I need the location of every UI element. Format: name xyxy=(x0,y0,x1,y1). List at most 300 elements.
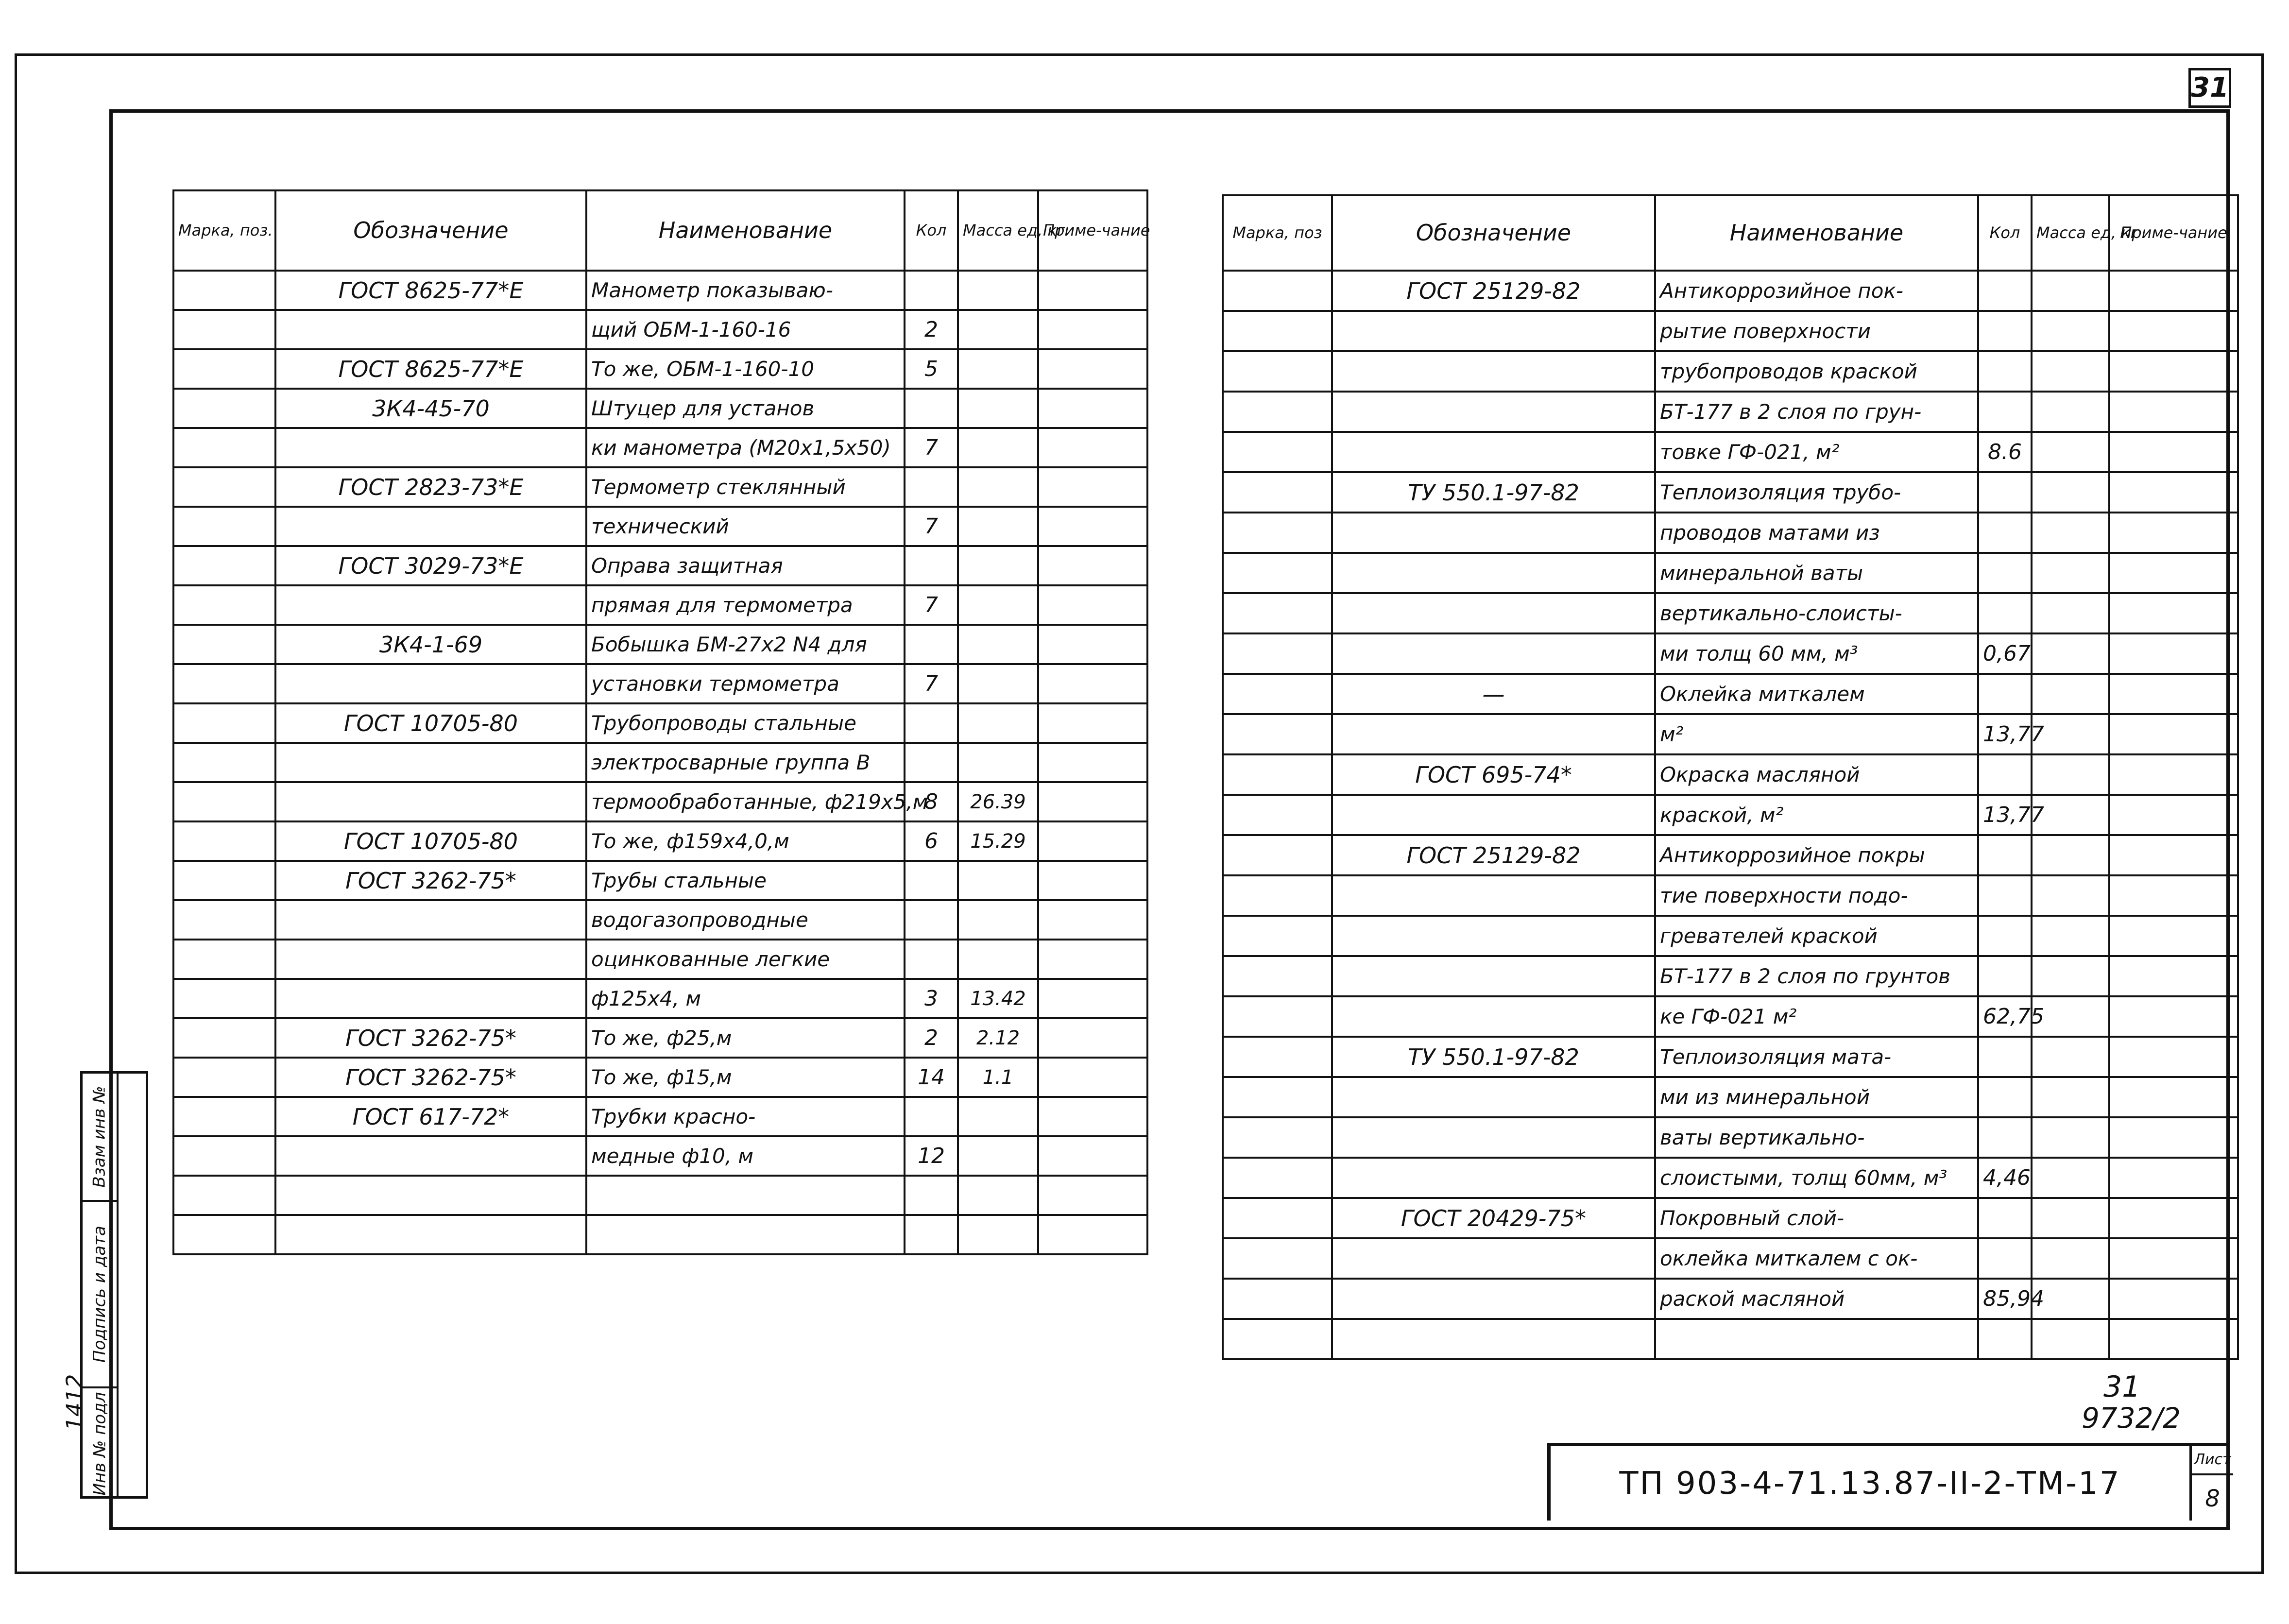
cell-mark xyxy=(173,310,275,349)
cell-name: Оклейка миткалем xyxy=(1655,674,1978,714)
cell-oboz xyxy=(1332,795,1655,835)
cell-name: ми толщ 60 мм, м³ xyxy=(1655,633,1978,674)
table-row xyxy=(1223,1037,2238,1077)
table-row xyxy=(173,1058,1147,1097)
cell-oboz xyxy=(1332,311,1655,351)
col-header-mark: Марка, поз xyxy=(1223,195,1332,271)
cell-mark xyxy=(1223,1077,1332,1117)
cell-name: м² xyxy=(1655,714,1978,754)
table-row xyxy=(1223,875,2238,916)
cell-oboz xyxy=(1332,996,1655,1037)
cell-mark xyxy=(1223,472,1332,513)
cell-oboz: ГОСТ 617-72* xyxy=(275,1097,586,1136)
cell-kol xyxy=(905,389,958,428)
cell-oboz: ГОСТ 20429-75* xyxy=(1332,1198,1655,1238)
cell-mark xyxy=(1223,593,1332,633)
title-block xyxy=(1547,1443,2230,1521)
cell-note xyxy=(2109,956,2238,996)
cell-mass xyxy=(958,743,1038,782)
cell-mark xyxy=(1223,1158,1332,1198)
table-row xyxy=(1223,956,2238,996)
cell-note xyxy=(2109,513,2238,553)
cell-mass xyxy=(2032,916,2109,956)
cell-oboz: ГОСТ 8625-77*Е xyxy=(275,271,586,310)
cell-name: Трубки красно- xyxy=(586,1097,905,1136)
cell-oboz: ГОСТ 3262-75* xyxy=(275,1058,586,1097)
cell-oboz xyxy=(1332,432,1655,472)
cell-name: Теплоизоляция мата- xyxy=(1655,1037,1978,1077)
cell-note xyxy=(2109,1158,2238,1198)
cell-kol: 2 xyxy=(905,310,958,349)
cell-kol xyxy=(1978,513,2032,553)
cell-mark xyxy=(173,467,275,507)
cell-name xyxy=(586,1176,905,1215)
cell-oboz: ГОСТ 8625-77*Е xyxy=(275,349,586,389)
cell-mark xyxy=(173,271,275,310)
cell-note xyxy=(1038,861,1147,900)
cell-name: ваты вертикально- xyxy=(1655,1117,1978,1158)
cell-note xyxy=(2109,1319,2238,1359)
cell-name: БТ-177 в 2 слоя по грун- xyxy=(1655,392,1978,432)
cell-kol xyxy=(905,703,958,743)
cell-kol xyxy=(1978,1117,2032,1158)
cell-oboz xyxy=(275,664,586,703)
cell-kol xyxy=(905,1215,958,1254)
cell-kol xyxy=(1978,593,2032,633)
cell-mass xyxy=(958,861,1038,900)
col-header-name: Наименование xyxy=(1655,195,1978,271)
cell-mark xyxy=(173,664,275,703)
cell-mass xyxy=(958,507,1038,546)
cell-name: Термометр стеклянный xyxy=(586,467,905,507)
cell-name: Штуцер для установ xyxy=(586,389,905,428)
table-row xyxy=(173,979,1147,1018)
cell-mass xyxy=(2032,674,2109,714)
cell-oboz: ГОСТ 695-74* xyxy=(1332,754,1655,795)
list-value: 8 xyxy=(2205,1485,2220,1512)
cell-kol xyxy=(1978,1319,2032,1359)
cell-name xyxy=(1655,1319,1978,1359)
cell-name: раской масляной xyxy=(1655,1279,1978,1319)
cell-note xyxy=(1038,585,1147,625)
cell-mark xyxy=(173,1097,275,1136)
cell-mark xyxy=(173,743,275,782)
table-row xyxy=(173,310,1147,349)
cell-name: ке ГФ-021 м² xyxy=(1655,996,1978,1037)
cell-name: рытие поверхности xyxy=(1655,311,1978,351)
cell-note xyxy=(2109,674,2238,714)
table-row xyxy=(1223,1198,2238,1238)
cell-mark xyxy=(173,861,275,900)
cell-kol: 8 xyxy=(905,782,958,821)
col-header-mass: Масса ед, кг xyxy=(958,190,1038,271)
cell-mass xyxy=(958,310,1038,349)
cell-mass xyxy=(2032,593,2109,633)
table-row xyxy=(1223,1319,2238,1359)
cell-kol xyxy=(1978,835,2032,875)
cell-name: трубопроводов краской xyxy=(1655,351,1978,392)
cell-mark xyxy=(173,940,275,979)
cell-mass xyxy=(2032,754,2109,795)
cell-mass xyxy=(958,940,1038,979)
cell-oboz: ГОСТ 10705-80 xyxy=(275,821,586,861)
cell-mass xyxy=(2032,1319,2109,1359)
cell-kol xyxy=(905,743,958,782)
cell-mark xyxy=(1223,674,1332,714)
cell-name: установки термометра xyxy=(586,664,905,703)
cell-mark xyxy=(1223,795,1332,835)
cell-mass xyxy=(2032,956,2109,996)
cell-oboz xyxy=(275,310,586,349)
cell-kol xyxy=(905,1097,958,1136)
cell-note xyxy=(1038,979,1147,1018)
cell-name: слоистыми, толщ 60мм, м³ xyxy=(1655,1158,1978,1198)
cell-kol: 7 xyxy=(905,585,958,625)
right-spec-table xyxy=(1222,194,2239,1360)
cell-mass: 15.29 xyxy=(958,821,1038,861)
cell-mark xyxy=(173,979,275,1018)
cell-mass xyxy=(2032,633,2109,674)
cell-mark xyxy=(1223,432,1332,472)
side-approval-strip xyxy=(80,1071,148,1499)
cell-kol xyxy=(1978,392,2032,432)
cell-mark xyxy=(1223,392,1332,432)
cell-mark xyxy=(173,1058,275,1097)
cell-mark xyxy=(1223,1037,1332,1077)
cell-oboz xyxy=(1332,1117,1655,1158)
document-code: ТП 903-4-71.13.87-II-2-ТМ-17 xyxy=(1619,1465,2121,1502)
cell-oboz: 3К4-45-70 xyxy=(275,389,586,428)
cell-name: Теплоизоляция трубо- xyxy=(1655,472,1978,513)
cell-oboz: ГОСТ 3029-73*Е xyxy=(275,546,586,585)
cell-oboz xyxy=(1332,714,1655,754)
table-row xyxy=(1223,311,2238,351)
cell-note xyxy=(2109,754,2238,795)
cell-oboz: ГОСТ 3262-75* xyxy=(275,1018,586,1058)
cell-name: Трубы стальные xyxy=(586,861,905,900)
cell-oboz: ГОСТ 25129-82 xyxy=(1332,271,1655,311)
cell-mark xyxy=(1223,875,1332,916)
cell-mass xyxy=(958,1176,1038,1215)
cell-note xyxy=(1038,1136,1147,1176)
cell-kol: 7 xyxy=(905,428,958,467)
cell-oboz xyxy=(1332,513,1655,553)
table-row xyxy=(173,940,1147,979)
cell-note xyxy=(1038,900,1147,940)
cell-note xyxy=(1038,389,1147,428)
table-row xyxy=(173,585,1147,625)
cell-mass xyxy=(2032,835,2109,875)
cell-note xyxy=(1038,467,1147,507)
cell-oboz xyxy=(1332,916,1655,956)
cell-mass xyxy=(2032,1077,2109,1117)
cell-oboz xyxy=(275,1176,586,1215)
cell-kol: 13,77 xyxy=(1978,714,2032,754)
cell-mass xyxy=(958,664,1038,703)
cell-oboz: ТУ 550.1-97-82 xyxy=(1332,1037,1655,1077)
cell-name: гревателей краской xyxy=(1655,916,1978,956)
col-header-note: Приме-чание xyxy=(1038,190,1147,271)
cell-mass xyxy=(2032,351,2109,392)
side-cell-inv-zam xyxy=(83,1074,117,1200)
cell-name: Окраска масляной xyxy=(1655,754,1978,795)
cell-kol xyxy=(1978,754,2032,795)
col-header-mark: Марка, поз. xyxy=(173,190,275,271)
cell-kol xyxy=(1978,271,2032,311)
cell-note xyxy=(2109,875,2238,916)
cell-mark xyxy=(173,389,275,428)
cell-kol xyxy=(1978,875,2032,916)
cell-oboz xyxy=(1332,875,1655,916)
cell-note xyxy=(2109,472,2238,513)
cell-oboz xyxy=(275,428,586,467)
cell-kol: 85,94 xyxy=(1978,1279,2032,1319)
cell-mark xyxy=(1223,916,1332,956)
cell-mass xyxy=(2032,472,2109,513)
cell-oboz: ТУ 550.1-97-82 xyxy=(1332,472,1655,513)
cell-name: ки манометра (М20х1,5х50) xyxy=(586,428,905,467)
cell-mass xyxy=(958,625,1038,664)
cell-note xyxy=(2109,835,2238,875)
cell-note xyxy=(2109,311,2238,351)
cell-name: Антикоррозийное покры xyxy=(1655,835,1978,875)
cell-oboz xyxy=(1332,1158,1655,1198)
cell-note xyxy=(1038,1176,1147,1215)
cell-oboz xyxy=(1332,633,1655,674)
cell-kol xyxy=(905,1176,958,1215)
cell-note xyxy=(1038,271,1147,310)
cell-mass: 13.42 xyxy=(958,979,1038,1018)
cell-name: Покровный слой- xyxy=(1655,1198,1978,1238)
table-row xyxy=(1223,835,2238,875)
cell-mark xyxy=(173,507,275,546)
table-row xyxy=(173,349,1147,389)
cell-oboz xyxy=(1332,553,1655,593)
col-header-kol: Кол xyxy=(905,190,958,271)
cell-name: проводов матами из xyxy=(1655,513,1978,553)
cell-name: технический xyxy=(586,507,905,546)
cell-oboz xyxy=(275,900,586,940)
cell-name: Бобышка БМ-27х2 N4 для xyxy=(586,625,905,664)
side-label-podp-data: Подпись и дата xyxy=(90,1226,110,1363)
cell-mass xyxy=(958,389,1038,428)
table-row xyxy=(173,467,1147,507)
cell-oboz: ГОСТ 2823-73*Е xyxy=(275,467,586,507)
side-label-inv-zam: Взам инв № xyxy=(90,1086,110,1188)
cell-kol xyxy=(905,546,958,585)
cell-kol: 5 xyxy=(905,349,958,389)
col-header-oboz: Обозначение xyxy=(1332,195,1655,271)
cell-note xyxy=(2109,996,2238,1037)
title-list-cell xyxy=(2189,1446,2233,1521)
cell-note xyxy=(2109,916,2238,956)
cell-mass: 2.12 xyxy=(958,1018,1038,1058)
cell-oboz xyxy=(275,585,586,625)
cell-mark xyxy=(1223,633,1332,674)
cell-mark xyxy=(1223,513,1332,553)
side-cell-podp-data xyxy=(83,1202,117,1386)
cell-oboz: ГОСТ 25129-82 xyxy=(1332,835,1655,875)
cell-note xyxy=(1038,546,1147,585)
cell-name: ф125х4, м xyxy=(586,979,905,1018)
cell-note xyxy=(2109,1037,2238,1077)
cell-kol: 8.6 xyxy=(1978,432,2032,472)
table-row xyxy=(1223,351,2238,392)
stamp-note-sheet: 31 xyxy=(2103,1370,2141,1404)
table-row xyxy=(1223,513,2238,553)
table-row xyxy=(173,1215,1147,1254)
cell-oboz xyxy=(275,979,586,1018)
cell-name: БТ-177 в 2 слоя по грунтов xyxy=(1655,956,1978,996)
cell-mark xyxy=(173,1176,275,1215)
cell-oboz: 3К4-1-69 xyxy=(275,625,586,664)
cell-mark xyxy=(173,782,275,821)
table-row xyxy=(1223,432,2238,472)
table-row xyxy=(173,900,1147,940)
cell-name: электросварные группа В xyxy=(586,743,905,782)
cell-note xyxy=(1038,1097,1147,1136)
cell-name: прямая для термометра xyxy=(586,585,905,625)
cell-mass xyxy=(958,428,1038,467)
table-row xyxy=(173,743,1147,782)
table-row xyxy=(1223,1279,2238,1319)
cell-mark xyxy=(1223,1238,1332,1279)
cell-name: термообработанные, ф219х5,м xyxy=(586,782,905,821)
cell-kol xyxy=(905,625,958,664)
table-row xyxy=(173,428,1147,467)
cell-note xyxy=(2109,795,2238,835)
cell-name: Трубопроводы стальные xyxy=(586,703,905,743)
cell-mass xyxy=(2032,1037,2109,1077)
cell-mass xyxy=(2032,1198,2109,1238)
cell-mark xyxy=(173,821,275,861)
cell-mass xyxy=(958,546,1038,585)
cell-mark xyxy=(1223,271,1332,311)
cell-name: Антикоррозийное пок- xyxy=(1655,271,1978,311)
cell-note xyxy=(2109,271,2238,311)
table-row xyxy=(1223,593,2238,633)
table-row xyxy=(173,507,1147,546)
table-row xyxy=(1223,916,2238,956)
cell-name: тие поверхности подо- xyxy=(1655,875,1978,916)
table-row xyxy=(173,271,1147,310)
cell-note xyxy=(2109,1117,2238,1158)
table-row xyxy=(1223,714,2238,754)
cell-mass xyxy=(2032,311,2109,351)
cell-kol xyxy=(1978,351,2032,392)
cell-mass xyxy=(958,1215,1038,1254)
cell-name: медные ф10, м xyxy=(586,1136,905,1176)
cell-mark xyxy=(173,428,275,467)
cell-mark xyxy=(1223,835,1332,875)
cell-kol xyxy=(1978,1238,2032,1279)
table-row xyxy=(1223,472,2238,513)
cell-mass xyxy=(2032,513,2109,553)
cell-mark xyxy=(173,625,275,664)
cell-kol xyxy=(1978,956,2032,996)
cell-note xyxy=(2109,1198,2238,1238)
cell-mass: 1.1 xyxy=(958,1058,1038,1097)
cell-kol: 2 xyxy=(905,1018,958,1058)
cell-oboz: — xyxy=(1332,674,1655,714)
cell-oboz xyxy=(275,1215,586,1254)
cell-oboz xyxy=(1332,1319,1655,1359)
cell-note xyxy=(1038,1018,1147,1058)
cell-kol xyxy=(1978,916,2032,956)
cell-oboz xyxy=(1332,1077,1655,1117)
cell-oboz xyxy=(1332,1238,1655,1279)
cell-mark xyxy=(1223,1198,1332,1238)
table-row xyxy=(173,1176,1147,1215)
table-row xyxy=(173,1136,1147,1176)
cell-mark xyxy=(173,546,275,585)
table-row xyxy=(1223,674,2238,714)
table-row xyxy=(1223,1117,2238,1158)
cell-note xyxy=(1038,703,1147,743)
cell-kol xyxy=(905,940,958,979)
cell-kol xyxy=(1978,674,2032,714)
cell-name: вертикально-слоисты- xyxy=(1655,593,1978,633)
archive-number: 1412 xyxy=(61,1374,88,1431)
cell-mass: 26.39 xyxy=(958,782,1038,821)
cell-mark xyxy=(1223,714,1332,754)
cell-oboz xyxy=(275,507,586,546)
cell-note xyxy=(1038,1058,1147,1097)
cell-name: Манометр показываю- xyxy=(586,271,905,310)
cell-note xyxy=(1038,664,1147,703)
cell-kol xyxy=(1978,472,2032,513)
cell-mass xyxy=(958,467,1038,507)
cell-mark xyxy=(173,900,275,940)
cell-mass xyxy=(2032,1238,2109,1279)
table-row xyxy=(1223,271,2238,311)
cell-note xyxy=(1038,310,1147,349)
col-header-kol: Кол xyxy=(1978,195,2032,271)
cell-kol xyxy=(905,467,958,507)
cell-kol: 6 xyxy=(905,821,958,861)
cell-name: краской, м² xyxy=(1655,795,1978,835)
cell-kol: 3 xyxy=(905,979,958,1018)
cell-name: Оправа защитная xyxy=(586,546,905,585)
table-row xyxy=(1223,633,2238,674)
cell-mass xyxy=(958,1136,1038,1176)
table-row xyxy=(1223,754,2238,795)
cell-name: щий ОБМ-1-160-16 xyxy=(586,310,905,349)
cell-kol xyxy=(1978,1077,2032,1117)
cell-mass xyxy=(958,585,1038,625)
side-label-inv-podl: Инв № подл xyxy=(90,1392,110,1496)
cell-oboz xyxy=(275,1136,586,1176)
stamp-note-inventory: 9732/2 xyxy=(2082,1402,2181,1435)
cell-mass xyxy=(2032,1158,2109,1198)
cell-kol: 7 xyxy=(905,664,958,703)
table-row xyxy=(1223,1077,2238,1117)
cell-note xyxy=(2109,1279,2238,1319)
table-row xyxy=(1223,1158,2238,1198)
cell-name xyxy=(586,1215,905,1254)
cell-name: оклейка миткалем с ок- xyxy=(1655,1238,1978,1279)
cell-kol: 7 xyxy=(905,507,958,546)
table-row xyxy=(173,625,1147,664)
cell-note xyxy=(2109,714,2238,754)
cell-kol: 13,77 xyxy=(1978,795,2032,835)
cell-mass xyxy=(958,900,1038,940)
cell-kol xyxy=(905,900,958,940)
table-row xyxy=(173,664,1147,703)
cell-name: То же, ф25,м xyxy=(586,1018,905,1058)
table-row xyxy=(1223,392,2238,432)
cell-mark xyxy=(173,703,275,743)
